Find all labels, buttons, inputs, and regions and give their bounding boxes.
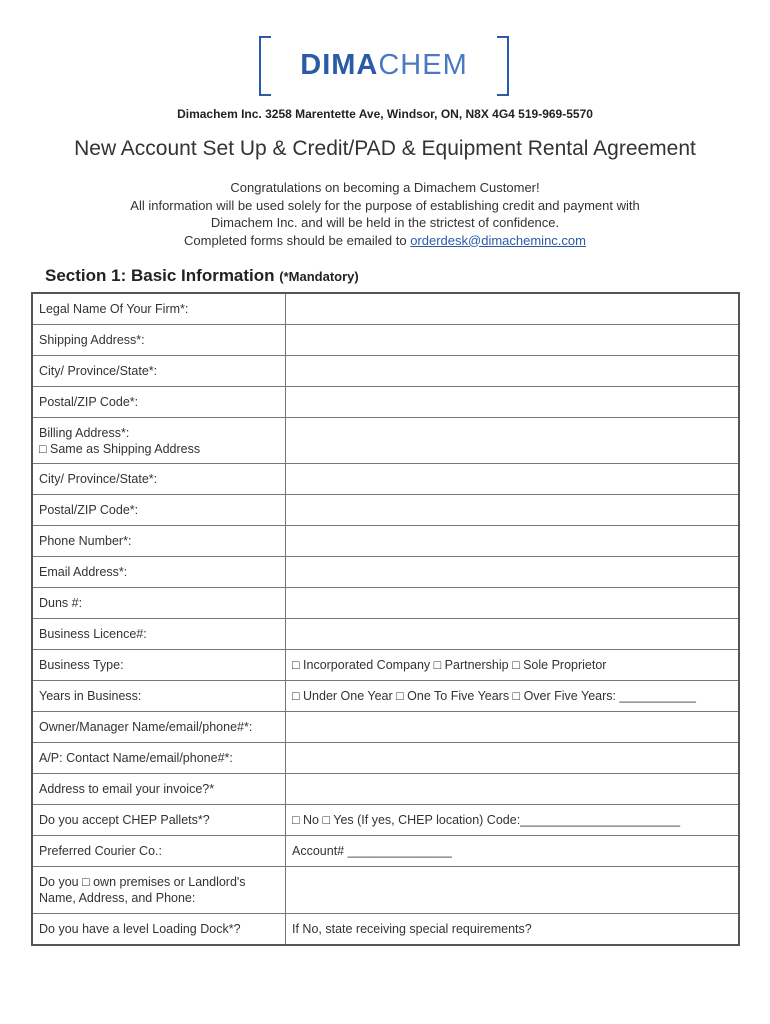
table-row — [32, 650, 739, 681]
section-title: Section 1: Basic Information — [45, 266, 280, 285]
row-label: Business Type: — [32, 650, 286, 681]
shipping-city-field[interactable] — [286, 356, 740, 387]
legal-name-field[interactable] — [286, 293, 740, 325]
table-row — [32, 743, 739, 774]
intro-line-4 — [60, 232, 710, 250]
table-row — [32, 293, 739, 325]
row-label: A/P: Contact Name/email/phone#*: — [32, 743, 286, 774]
table-row — [32, 867, 739, 914]
table-row — [32, 526, 739, 557]
row-label: Address to email your invoice?* — [32, 774, 286, 805]
table-row — [32, 836, 739, 867]
table-row — [32, 805, 739, 836]
logo-text-dima: DIMA — [300, 49, 379, 81]
logo-wordmark — [259, 48, 509, 82]
row-label: Do you accept CHEP Pallets*? — [32, 805, 286, 836]
row-label: Legal Name Of Your Firm*: — [32, 293, 286, 325]
billing-city-field[interactable] — [286, 464, 740, 495]
row-label: Do you have a level Loading Dock*? — [32, 914, 286, 946]
row-label: Years in Business: — [32, 681, 286, 712]
shipping-postal-field[interactable] — [286, 387, 740, 418]
row-label — [32, 418, 286, 464]
years-in-business-options[interactable]: □ Under One Year □ One To Five Years □ Over Five Years: ___________ — [286, 681, 740, 712]
billing-address-field[interactable] — [286, 418, 740, 464]
row-label: Postal/ZIP Code*: — [32, 495, 286, 526]
same-as-shipping-checkbox[interactable]: □ Same as Shipping Address — [39, 441, 201, 456]
table-row — [32, 387, 739, 418]
premises-label-line-2: Name, Address, and Phone: — [39, 891, 196, 905]
chep-pallets-options[interactable]: □ No □ Yes (If yes, CHEP location) Code:_______________________ — [286, 805, 740, 836]
table-row — [32, 681, 739, 712]
section-1-heading — [45, 266, 359, 286]
table-row — [32, 712, 739, 743]
intro-line-2: All information will be used solely for the purpose of establishing credit and payment with — [130, 197, 640, 213]
page-title: New Account Set Up & Credit/PAD & Equipment Rental Agreement — [74, 137, 696, 160]
row-label: Owner/Manager Name/email/phone#*: — [32, 712, 286, 743]
intro-text — [60, 179, 710, 249]
table-row — [32, 557, 739, 588]
table-row — [32, 774, 739, 805]
table-row — [32, 356, 739, 387]
row-label: Shipping Address*: — [32, 325, 286, 356]
row-label: Preferred Courier Co.: — [32, 836, 286, 867]
row-label: Postal/ZIP Code*: — [32, 387, 286, 418]
loading-dock-field[interactable]: If No, state receiving special requirements? — [286, 914, 740, 946]
courier-account-field[interactable]: Account# _______________ — [286, 836, 740, 867]
row-label: City/ Province/State*: — [32, 356, 286, 387]
shipping-address-field[interactable] — [286, 325, 740, 356]
row-label — [32, 867, 286, 914]
business-licence-field[interactable] — [286, 619, 740, 650]
table-row — [32, 325, 739, 356]
table-row — [32, 914, 739, 946]
company-address: Dimachem Inc. 3258 Marentette Ave, Windsor, ON, N8X 4G4 519-969-5570 — [177, 107, 593, 121]
ap-contact-field[interactable] — [286, 743, 740, 774]
premises-label: Do you □ own premises or Landlord's — [39, 875, 246, 889]
invoice-email-field[interactable] — [286, 774, 740, 805]
table-row — [32, 619, 739, 650]
row-label: City/ Province/State*: — [32, 464, 286, 495]
mandatory-note: (*Mandatory) — [279, 269, 359, 284]
table-row — [32, 418, 739, 464]
intro-line-4-prefix: Completed forms should be emailed to — [184, 232, 411, 248]
basic-information-table — [31, 292, 740, 946]
email-link[interactable]: orderdesk@dimacheminc.com — [410, 232, 586, 248]
row-label: Email Address*: — [32, 557, 286, 588]
duns-field[interactable] — [286, 588, 740, 619]
intro-line-1: Congratulations on becoming a Dimachem Customer! — [230, 180, 540, 195]
intro-line-3: Dimachem Inc. and will be held in the strictest of confidence. — [210, 215, 560, 230]
landlord-field[interactable] — [286, 867, 740, 914]
billing-address-label: Billing Address*: — [39, 425, 130, 440]
billing-postal-field[interactable] — [286, 495, 740, 526]
row-label: Phone Number*: — [32, 526, 286, 557]
owner-manager-field[interactable] — [286, 712, 740, 743]
dimachem-logo — [259, 36, 509, 94]
row-label: Business Licence#: — [32, 619, 286, 650]
table-row — [32, 464, 739, 495]
table-row — [32, 495, 739, 526]
logo-text-chem: CHEM — [378, 49, 468, 81]
phone-number-field[interactable] — [286, 526, 740, 557]
row-label: Duns #: — [32, 588, 286, 619]
table-row — [32, 588, 739, 619]
email-address-field[interactable] — [286, 557, 740, 588]
business-type-options[interactable]: □ Incorporated Company □ Partnership □ Sole Proprietor — [286, 650, 740, 681]
